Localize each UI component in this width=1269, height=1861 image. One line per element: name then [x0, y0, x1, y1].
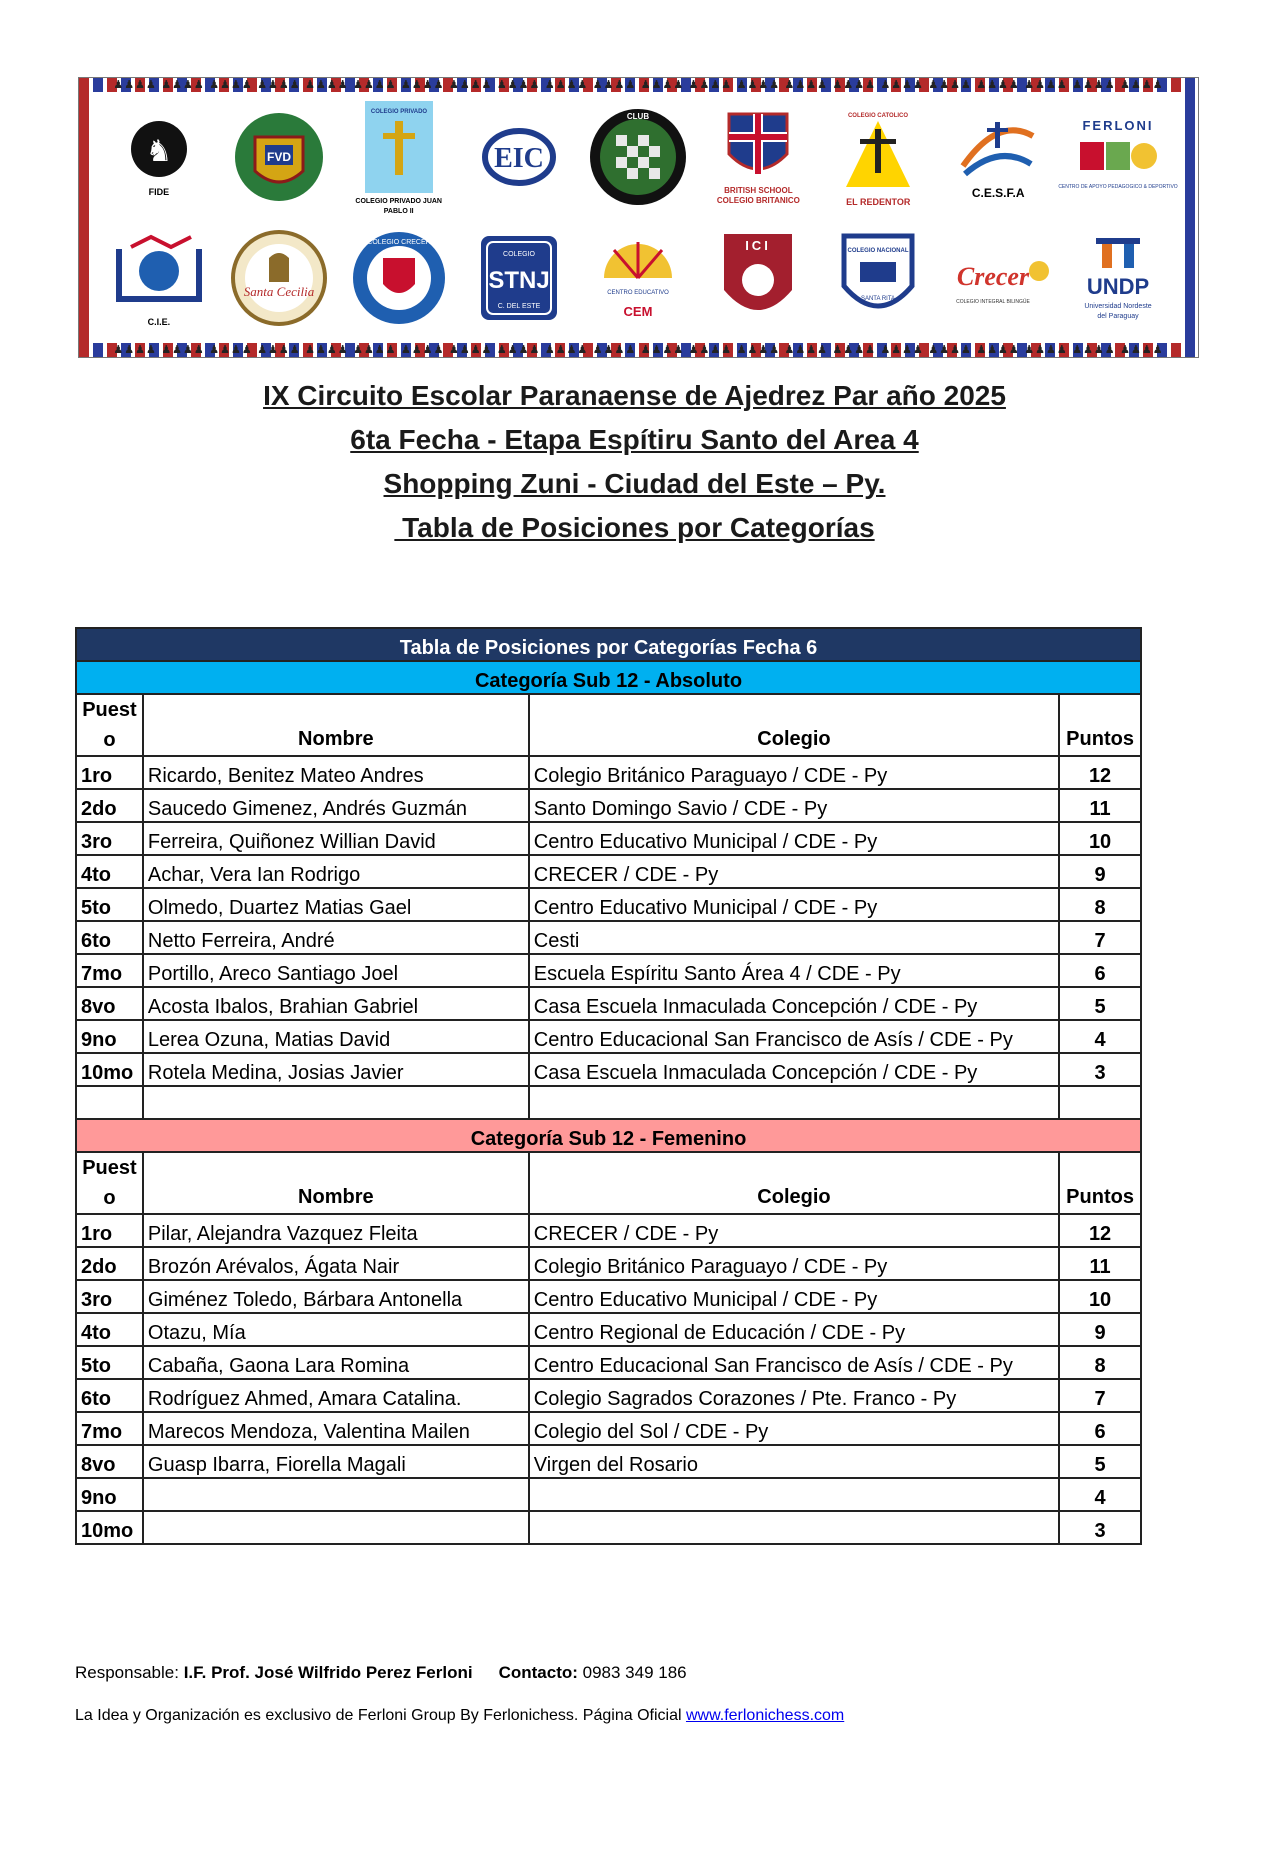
position-cell: 6to — [76, 1379, 143, 1412]
points-cell: 11 — [1059, 1247, 1141, 1280]
position-cell: 3ro — [76, 822, 143, 855]
table-row — [76, 987, 1141, 1020]
svg-text:CLUB: CLUB — [627, 111, 650, 121]
player-name-cell: Rotela Medina, Josias Javier — [143, 1053, 529, 1086]
column-header-school: Colegio — [529, 1152, 1059, 1214]
svg-text:COLEGIO NACIONAL: COLEGIO NACIONAL — [847, 248, 909, 255]
player-name-cell: Cabaña, Gaona Lara Romina — [143, 1346, 529, 1379]
ferloni-group-logo — [1058, 103, 1178, 211]
svg-text:FVD: FVD — [266, 149, 291, 164]
svg-text:Santa Cecilia: Santa Cecilia — [243, 284, 315, 300]
school-cell: Casa Escuela Inmaculada Concepción / CDE - Py — [529, 987, 1059, 1020]
svg-text:EIC: EIC — [493, 142, 544, 174]
responsable-label: Responsable: — [75, 1663, 184, 1682]
school-cell: Colegio Sagrados Corazones / Pte. Franco - Py — [529, 1379, 1059, 1412]
points-cell: 5 — [1059, 1445, 1141, 1478]
position-header-part: o — [103, 729, 116, 751]
player-name-cell: Otazu, Mía — [143, 1313, 529, 1346]
points-cell: 4 — [1059, 1478, 1141, 1511]
position-cell: 1ro — [76, 1214, 143, 1247]
player-name-cell: Ferreira, Quiñonez Willian David — [143, 822, 529, 855]
table-row — [76, 855, 1141, 888]
position-header-part: Puest — [82, 699, 137, 721]
player-name-cell: Rodríguez Ahmed, Amara Catalina. — [143, 1379, 529, 1412]
title-line-2: 6ta Fecha - Etapa Espítiru Santo del Area 4 — [350, 424, 919, 455]
player-name-cell — [143, 1511, 529, 1544]
player-name-cell: Giménez Toledo, Bárbara Antonella — [143, 1280, 529, 1313]
position-header-part: Puest — [82, 1157, 137, 1179]
table-row — [76, 1346, 1141, 1379]
eic-logo — [467, 103, 571, 211]
player-name-cell: Lerea Ozuna, Matias David — [143, 1020, 529, 1053]
svg-text:Crecer: Crecer — [957, 262, 1030, 292]
table-row — [76, 888, 1141, 921]
position-cell: 5to — [76, 888, 143, 921]
column-header-name: Nombre — [143, 694, 529, 756]
table-row — [76, 1478, 1141, 1511]
website-link[interactable]: www.ferlonichess.com — [685, 1707, 845, 1724]
column-header-row — [76, 694, 1141, 756]
fide-logo: ♞ FIDE — [107, 103, 211, 211]
school-cell: Centro Educacional San Francisco de Asís / CDE - Py — [529, 1346, 1059, 1379]
school-cell: Virgen del Rosario — [529, 1445, 1059, 1478]
svg-text:COLEGIO CATOLICO: COLEGIO CATOLICO — [848, 112, 909, 119]
points-cell: 12 — [1059, 756, 1141, 789]
svg-text:C. DEL ESTE: C. DEL ESTE — [497, 303, 540, 311]
table-row — [76, 789, 1141, 822]
cesfa-logo: C.E.S.F.A — [946, 103, 1050, 211]
column-header-points: Puntos — [1059, 1152, 1141, 1214]
points-cell: 9 — [1059, 1313, 1141, 1346]
responsable-name: I.F. Prof. José Wilfrido Perez Ferloni — [183, 1663, 473, 1682]
points-cell: 3 — [1059, 1053, 1141, 1086]
table-row — [76, 1313, 1141, 1346]
points-cell: 5 — [1059, 987, 1141, 1020]
empty-cell — [1059, 1086, 1141, 1119]
santa-rita-logo — [826, 224, 930, 332]
table-row — [76, 1379, 1141, 1412]
player-name-cell: Olmedo, Duartez Matias Gael — [143, 888, 529, 921]
logo-grid — [93, 92, 1184, 343]
school-cell: CRECER / CDE - Py — [529, 855, 1059, 888]
school-cell: Escuela Espíritu Santo Área 4 / CDE - Py — [529, 954, 1059, 987]
chess-pawn-border-top-icon: ♟♟♟♟ ♟♟♟♟ ♟♟♟♟ ♟♟♟♟ ♟♟♟♟ ♟♟♟♟ ♟♟♟♟ ♟♟♟♟ ♟♟♟♟ ♟♟♟♟ ♟♟♟♟ ♟♟♟♟ ♟♟♟♟ ♟♟♟♟ ♟♟♟♟ ♟♟♟♟ ♟♟♟♟ ♟♟♟♟ ♟♟♟♟ ♟♟♟♟ ♟♟♟♟ ♟♟♟♟ — [113, 78, 1164, 91]
school-cell: Centro Educativo Municipal / CDE - Py — [529, 822, 1059, 855]
table-row — [76, 822, 1141, 855]
svg-text:CENTRO DE APOYO PEDAGOGICO & D: CENTRO DE APOYO PEDAGOGICO & DEPORTIVO — [1058, 183, 1178, 190]
table-row — [76, 1445, 1141, 1478]
player-name-cell: Ricardo, Benitez Mateo Andres — [143, 756, 529, 789]
points-cell: 10 — [1059, 822, 1141, 855]
school-cell: CRECER / CDE - Py — [529, 1214, 1059, 1247]
position-cell: 6to — [76, 921, 143, 954]
position-cell: 9no — [76, 1020, 143, 1053]
school-cell: Colegio Británico Paraguayo / CDE - Py — [529, 1247, 1059, 1280]
column-header-position — [76, 1152, 143, 1214]
crecer-logo — [946, 224, 1050, 332]
points-cell: 7 — [1059, 921, 1141, 954]
school-cell: Colegio Británico Paraguayo / CDE - Py — [529, 756, 1059, 789]
points-cell: 6 — [1059, 1412, 1141, 1445]
column-header-points: Puntos — [1059, 694, 1141, 756]
school-cell: Centro Educativo Municipal / CDE - Py — [529, 1280, 1059, 1313]
position-cell: 4to — [76, 855, 143, 888]
category-header-row — [76, 661, 1141, 694]
svg-text:CENTRO EDUCATIVO: CENTRO EDUCATIVO — [607, 290, 670, 297]
position-cell: 3ro — [76, 1280, 143, 1313]
british-school-logo: BRITISH SCHOOL COLEGIO BRITANICO — [706, 103, 810, 211]
empty-cell — [529, 1086, 1059, 1119]
player-name-cell: Portillo, Areco Santiago Joel — [143, 954, 529, 987]
table-row — [76, 756, 1141, 789]
table-row — [76, 954, 1141, 987]
player-name-cell: Guasp Ibarra, Fiorella Magali — [143, 1445, 529, 1478]
player-name-cell: Marecos Mendoza, Valentina Mailen — [143, 1412, 529, 1445]
player-name-cell: Achar, Vera Ian Rodrigo — [143, 855, 529, 888]
svg-text:COLEGIO PRIVADO: COLEGIO PRIVADO — [370, 108, 427, 115]
svg-text:SANTA RITA: SANTA RITA — [861, 296, 896, 303]
svg-text:CEM: CEM — [624, 304, 653, 320]
table-row — [76, 921, 1141, 954]
position-cell: 10mo — [76, 1053, 143, 1086]
title-line-3: Shopping Zuni - Ciudad del Este – Py. — [383, 468, 886, 499]
school-cell: Centro Educativo Municipal / CDE - Py — [529, 888, 1059, 921]
el-redentor-logo: COLEGIO CATOLICO EL REDENTOR — [846, 112, 911, 207]
school-cell: Cesti — [529, 921, 1059, 954]
points-cell: 6 — [1059, 954, 1141, 987]
points-cell: 7 — [1059, 1379, 1141, 1412]
points-cell: 9 — [1059, 855, 1141, 888]
points-cell: 12 — [1059, 1214, 1141, 1247]
column-header-school: Colegio — [529, 694, 1059, 756]
empty-cell — [76, 1086, 143, 1119]
svg-text:UNDP: UNDP — [1086, 274, 1150, 300]
player-name-cell: Pilar, Alejandra Vazquez Fleita — [143, 1214, 529, 1247]
title-line-1: IX Circuito Escolar Paranaense de Ajedrez Par año 2025 — [263, 380, 1006, 411]
points-cell: 8 — [1059, 1346, 1141, 1379]
player-name-cell: Netto Ferreira, André — [143, 921, 529, 954]
contact-value: 0983 349 186 — [577, 1663, 687, 1682]
points-cell: 4 — [1059, 1020, 1141, 1053]
points-cell: 3 — [1059, 1511, 1141, 1544]
svg-text:ICI: ICI — [745, 238, 772, 254]
santa-cecilia-logo — [227, 224, 331, 332]
points-cell: 8 — [1059, 888, 1141, 921]
school-cell: Santo Domingo Savio / CDE - Py — [529, 789, 1059, 822]
table-row — [76, 1214, 1141, 1247]
undp-logo — [1066, 224, 1170, 332]
position-cell: 8vo — [76, 987, 143, 1020]
svg-text:del Paraguay: del Paraguay — [1097, 313, 1139, 321]
player-name-cell: Saucedo Gimenez, Andrés Guzmán — [143, 789, 529, 822]
fvd-logo — [227, 103, 331, 211]
svg-text:COLEGIO INTEGRAL BILINGÜE: COLEGIO INTEGRAL BILINGÜE — [956, 299, 1031, 306]
position-cell: 5to — [76, 1346, 143, 1379]
position-cell: 7mo — [76, 954, 143, 987]
position-cell: 1ro — [76, 756, 143, 789]
category-header-row — [76, 1119, 1141, 1152]
column-header-name: Nombre — [143, 1152, 529, 1214]
position-cell: 9no — [76, 1478, 143, 1511]
position-cell: 2do — [76, 1247, 143, 1280]
cem-logo — [586, 224, 690, 332]
position-cell: 2do — [76, 789, 143, 822]
svg-text:COLEGIO CRECER: COLEGIO CRECER — [367, 239, 431, 247]
category-title: Categoría Sub 12 - Femenino — [76, 1119, 1141, 1152]
cie-logo: C.I.E. — [107, 224, 211, 332]
school-cell — [529, 1478, 1059, 1511]
table-title-row — [76, 628, 1141, 661]
empty-cell — [143, 1086, 529, 1119]
svg-text:Universidad Nordeste: Universidad Nordeste — [1084, 303, 1152, 311]
credits-text: La Idea y Organización es exclusivo de Ferloni Group By Ferlonichess. Página Oficial — [75, 1707, 686, 1724]
school-cell: Casa Escuela Inmaculada Concepción / CDE - Py — [529, 1053, 1059, 1086]
document-title-block — [0, 374, 1269, 550]
sponsor-banner — [78, 77, 1199, 358]
svg-text:FERLONI: FERLONI — [1082, 117, 1154, 133]
svg-text:STNJ: STNJ — [487, 267, 550, 295]
chess-pawn-border-bottom-icon: ♟♟♟♟ ♟♟♟♟ ♟♟♟♟ ♟♟♟♟ ♟♟♟♟ ♟♟♟♟ ♟♟♟♟ ♟♟♟♟ ♟♟♟♟ ♟♟♟♟ ♟♟♟♟ ♟♟♟♟ ♟♟♟♟ ♟♟♟♟ ♟♟♟♟ ♟♟♟♟ ♟♟♟♟ ♟♟♟♟ ♟♟♟♟ ♟♟♟♟ ♟♟♟♟ ♟♟♟♟ — [113, 343, 1164, 356]
school-cell: Centro Educacional San Francisco de Asís / CDE - Py — [529, 1020, 1059, 1053]
svg-text:♞: ♞ — [145, 133, 173, 169]
school-cell — [529, 1511, 1059, 1544]
position-cell: 8vo — [76, 1445, 143, 1478]
ferlonichess-club-logo — [586, 103, 690, 211]
stnj-logo — [467, 224, 571, 332]
school-cell: Centro Regional de Educación / CDE - Py — [529, 1313, 1059, 1346]
footer-credits — [75, 1707, 844, 1725]
contact-label: Contacto: — [498, 1663, 578, 1682]
position-header-part: o — [103, 1187, 116, 1209]
points-cell: 10 — [1059, 1280, 1141, 1313]
position-cell: 4to — [76, 1313, 143, 1346]
svg-text:COLEGIO: COLEGIO — [502, 251, 535, 259]
table-title: Tabla de Posiciones por Categorías Fecha 6 — [76, 628, 1141, 661]
spacer-row — [76, 1086, 1141, 1119]
crecer-cde-logo — [347, 224, 451, 332]
table-row — [76, 1053, 1141, 1086]
table-row — [76, 1511, 1141, 1544]
position-cell: 10mo — [76, 1511, 143, 1544]
school-cell: Colegio del Sol / CDE - Py — [529, 1412, 1059, 1445]
table-row — [76, 1280, 1141, 1313]
player-name-cell: Acosta Ibalos, Brahian Gabriel — [143, 987, 529, 1020]
column-header-position — [76, 694, 143, 756]
points-cell: 11 — [1059, 789, 1141, 822]
table-row — [76, 1412, 1141, 1445]
standings-table — [75, 627, 1142, 1545]
player-name-cell — [143, 1478, 529, 1511]
table-row — [76, 1247, 1141, 1280]
table-row — [76, 1020, 1141, 1053]
player-name-cell: Brozón Arévalos, Ágata Nair — [143, 1247, 529, 1280]
category-title: Categoría Sub 12 - Absoluto — [76, 661, 1141, 694]
ici-logo — [706, 224, 810, 332]
footer-responsable — [75, 1663, 687, 1683]
position-cell: 7mo — [76, 1412, 143, 1445]
title-line-4: Tabla de Posiciones por Categorías — [394, 512, 875, 543]
column-header-row — [76, 1152, 1141, 1214]
juan-pablo-logo: COLEGIO PRIVADO COLEGIO PRIVADO JUAN PABLO II — [347, 103, 451, 211]
